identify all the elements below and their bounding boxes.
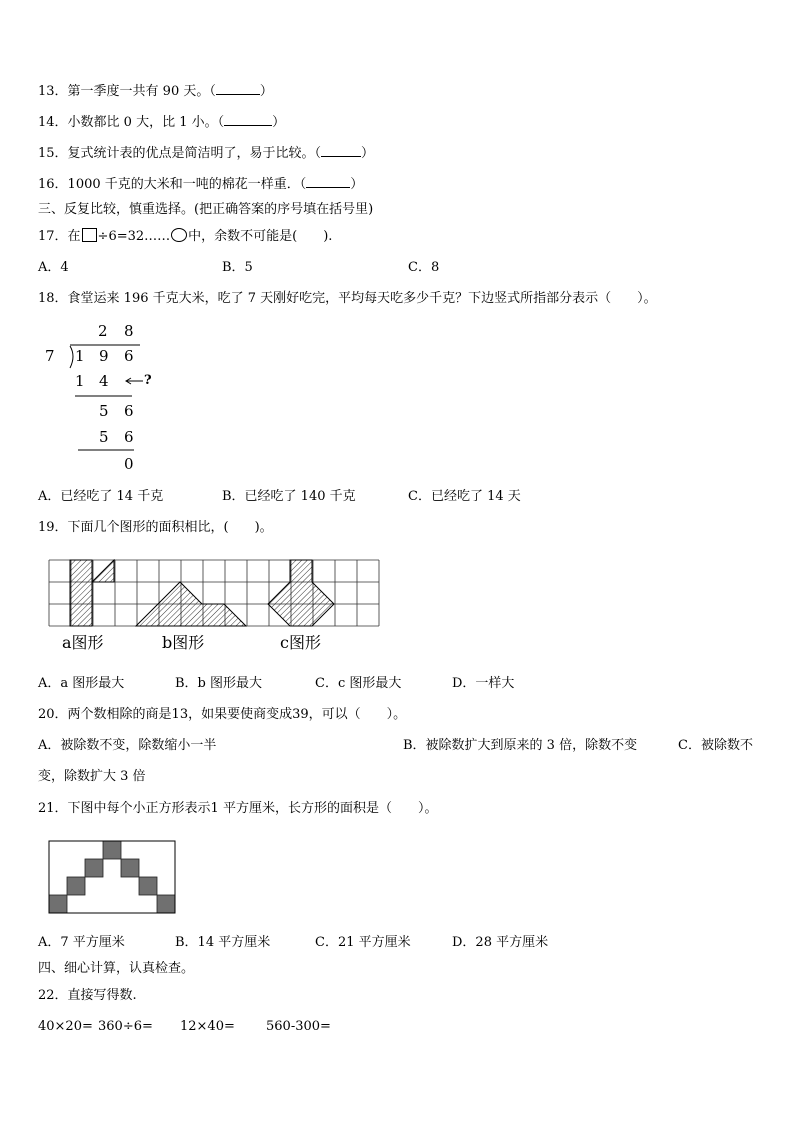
q13-text: 13．第一季度一共有 90 天。（ (38, 84, 216, 99)
dividend-digit-3: 6 (124, 347, 134, 365)
division-lines (0, 0, 200, 480)
q13-tail: ） (259, 84, 273, 99)
q18-option-c[interactable]: C．已经吃了 14 天 (408, 489, 521, 504)
quotient-digit-2: 8 (124, 322, 134, 340)
q19-option-d[interactable]: D．一样大 (452, 676, 515, 691)
q16-answer-blank[interactable] (306, 175, 350, 188)
question-20: 20．两个数相除的商是13，如果要使商变成39，可以（ ）。 (38, 707, 407, 722)
calc-item-4[interactable]: 560-300= (266, 1019, 331, 1034)
gray-square (49, 895, 67, 913)
q16-tail: ） (350, 177, 364, 192)
row2-digit-2: 6 (124, 402, 134, 420)
question-18: 18．食堂运来 196 千克大米，吃了 7 天刚好吃完，平均每天吃多少千克？下边竖式所指部分表示（ ）。 (38, 291, 657, 306)
q20-option-c[interactable]: C．被除数不 (678, 738, 753, 753)
gray-square (121, 859, 139, 877)
question-21: 21．下图中每个小正方形表示1 平方厘米，长方形的面积是（ ）。 (38, 801, 438, 816)
q21-option-a[interactable]: A．7 平方厘米 (38, 935, 125, 950)
calc-item-1[interactable]: 40×20= (38, 1019, 93, 1034)
quotient-digit-1: 2 (98, 322, 108, 340)
question-22: 22．直接写得数. (38, 988, 137, 1003)
staircase-rectangle-figure (48, 840, 178, 916)
q19-option-c[interactable]: C．c 图形最大 (315, 676, 402, 691)
shape-label-c: c图形 (280, 633, 321, 652)
question-19: 19．下面几个图形的面积相比，( )。 (38, 520, 273, 535)
row3-digit-2: 6 (124, 428, 134, 446)
q18-option-a[interactable]: A．已经吃了 14 千克 (38, 489, 164, 504)
gray-square (139, 877, 157, 895)
q14-text: 14．小数都比 0 大，比 1 小。（ (38, 115, 225, 130)
q17-post: 中，余数不可能是( ). (188, 229, 333, 244)
q17-pre: 17．在 (38, 229, 81, 244)
q20-option-a[interactable]: A．被除数不变，除数缩小一半 (38, 738, 217, 753)
shape-label-b: b图形 (162, 633, 205, 652)
q21-option-c[interactable]: C．21 平方厘米 (315, 935, 411, 950)
q19-option-b[interactable]: B．b 图形最大 (175, 676, 263, 691)
section-4-heading: 四、细心计算，认真检查。 (38, 961, 195, 976)
section-3-heading: 三、反复比较，慎重选择。(把正确答案的序号填在括号里) (38, 202, 374, 217)
q17-option-c[interactable]: C．8 (408, 260, 440, 275)
shape-c (268, 560, 334, 626)
gray-squares (49, 841, 175, 913)
remainder: 0 (124, 455, 134, 473)
shape-a (70, 560, 114, 626)
row3-digit-1: 5 (99, 428, 109, 446)
q17-option-a[interactable]: A．4 (38, 260, 69, 275)
q19-option-a[interactable]: A．a 图形最大 (38, 676, 125, 691)
gray-square (67, 877, 85, 895)
q21-option-b[interactable]: B．14 平方厘米 (175, 935, 271, 950)
calc-item-2[interactable]: 360÷6= (98, 1019, 153, 1034)
product-row1-digit-1: 1 (75, 372, 85, 390)
question-mark-label: ? (144, 373, 152, 388)
q14-answer-blank[interactable] (224, 113, 272, 126)
divisor: 7 (45, 347, 55, 365)
gray-square (157, 895, 175, 913)
q21-option-d[interactable]: D．28 平方厘米 (452, 935, 549, 950)
q15-tail: ） (361, 146, 375, 161)
row2-digit-1: 5 (99, 402, 109, 420)
q18-option-b[interactable]: B．已经吃了 140 千克 (222, 489, 356, 504)
division-bracket (70, 346, 73, 368)
q17-option-b[interactable]: B．5 (222, 260, 253, 275)
gray-square (103, 841, 121, 859)
q14-tail: ） (272, 115, 286, 130)
q20-option-c-continued: 变，除数扩大 3 倍 (38, 769, 146, 784)
q15-text: 15．复式统计表的优点是简洁明了，易于比较。（ (38, 146, 322, 161)
dividend-digit-1: 1 (75, 347, 85, 365)
gray-square (85, 859, 103, 877)
shape-label-a: a图形 (62, 633, 104, 652)
calc-item-3[interactable]: 12×40= (180, 1019, 235, 1034)
q15-answer-blank[interactable] (321, 144, 361, 157)
dividend-digit-2: 9 (99, 347, 109, 365)
q17-mid: ÷6=32…… (97, 229, 171, 244)
q16-text: 16．1000 千克的大米和一吨的棉花一样重．（ (38, 177, 307, 192)
shapes-figure (48, 559, 388, 655)
q20-option-b[interactable]: B．被除数扩大到原来的 3 倍，除数不变 (403, 738, 638, 753)
q13-answer-blank[interactable] (216, 82, 260, 95)
product-row1-digit-2: 4 (99, 372, 109, 390)
